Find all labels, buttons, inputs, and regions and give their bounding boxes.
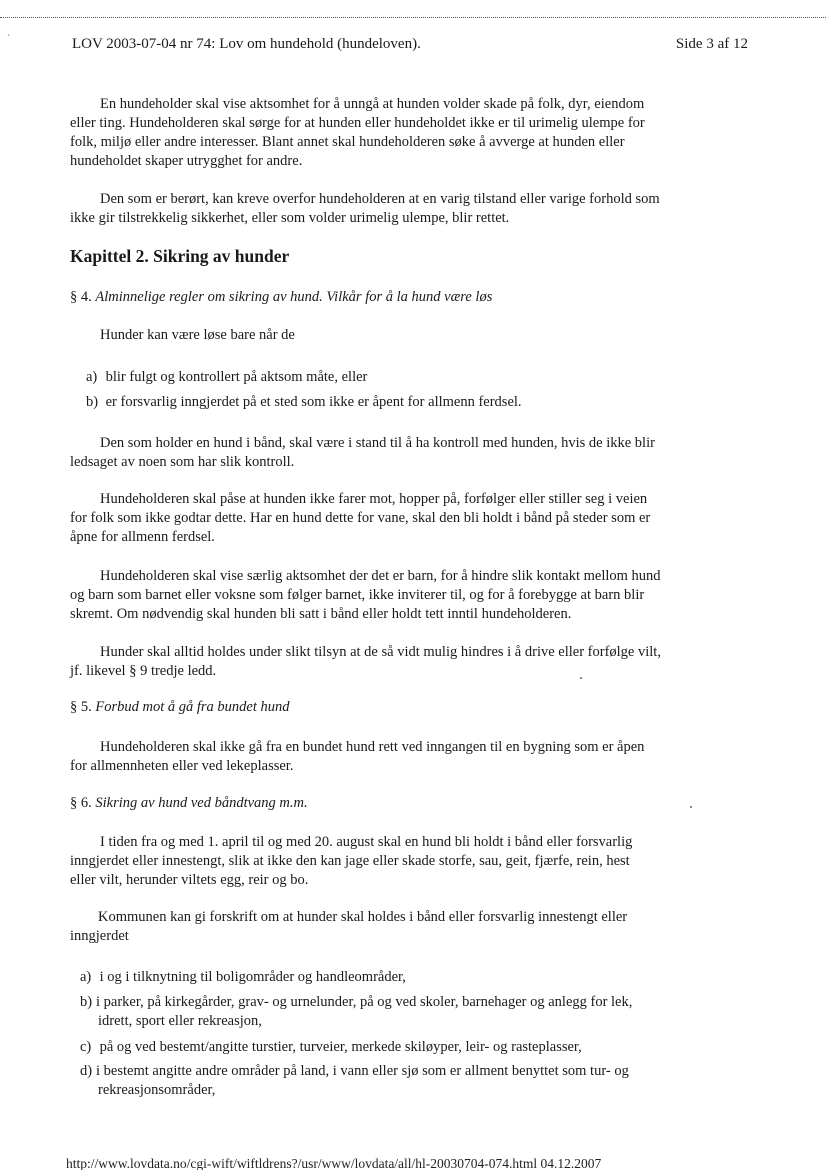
list-item: a) blir fulgt og kontrollert på aktsom måte, eller [86,369,368,385]
list-item: c) på og ved bestemt/angitte turstier, turveier, merkede skiløyper, leir- og rasteplasser, [80,1039,582,1055]
scan-speck [690,806,692,808]
section-4-paragraph-3: Hundeholderen skal vise særlig aktsomhet der det er barn, for å hindre slik kontakt mellom hund og barn som barnet eller voksne som følger barnet, ikke inviterer til, og for å forebygge at barn blir skremt. Om nødvendig skal hunden bli satt i bånd eller holdt tett inntil hundeholderen. [70,568,661,622]
section-number: § 6. [70,795,92,811]
section-4-lead: Hunder kan være løse bare når de [100,327,295,343]
list-item: a) i og i tilknytning til boligområder og handleområder, [80,969,406,985]
top-dotted-rule [0,17,826,18]
section-number: § 5. [70,699,92,715]
list-item: d) i bestemt angitte andre områder på land, i vann eller sjø som er allment benyttet som tur- og rekreasjonsområder, [80,1063,629,1098]
section-number: § 4. [70,289,92,305]
section-4-paragraph-1: Den som holder en hund i bånd, skal være i stand til å ha kontroll med hunden, hvis de ikke blir ledsaget av noen som har slik kontroll. [70,435,655,470]
section-6-paragraph-1: I tiden fra og med 1. april til og med 20. august skal en hund bli holdt i bånd eller forsvarlig inngjerdet eller innestengt, slik at ikke den kan jage eller skade storfe, sau, geit, fjærfe, rein, hest eller vilt, herunder viltets egg, reir og bo. [70,834,633,888]
intro-paragraph-1: En hundeholder skal vise aktsomhet for å unngå at hunden volder skade på folk, dyr, eiendom eller ting. Hundeholderen skal sørge for at hunden eller hundeholdet ikke er til urimelig ulempe for folk, miljø eller andre interesser. Blant annet skal hundeholderen søke å avverge at hunden eller hundeholdet skaper utrygghet for andre. [70,96,645,169]
page-number: Side 3 af 12 [675,36,748,52]
section-title: Alminnelige regler om sikring av hund. Vilkår for å la hund være løs [95,289,493,305]
section-title: Forbud mot å gå fra bundet hund [95,699,290,715]
list-item: b) i parker, på kirkegårder, grav- og urnelunder, på og ved skoler, barnehager og anlegg for lek, idrett, sport eller rekreasjon, [80,994,633,1029]
section-5-heading [70,699,290,716]
section-5-paragraph-1: Hundeholderen skal ikke gå fra en bundet hund rett ved inngangen til en bygning som er åpen for allmennheten eller ved lekeplasser. [70,739,645,774]
page-header [72,36,748,58]
page-footer-url: http://www.lovdata.no/cgi-wift/wiftldrens?/usr/www/lovdata/all/hl-20030704-074.html 04.12.2007 [66,1156,602,1170]
section-title: Sikring av hund ved båndtvang m.m. [95,795,308,811]
chapter-heading: Kapittel 2. Sikring av hunder [70,246,290,266]
section-4-paragraph-2: Hundeholderen skal påse at hunden ikke farer mot, hopper på, forfølger eller stiller seg i veien for folk som ikke godtar dette. Har en hund dette for vane, skal den bli holdt i bånd på steder som er åpne for allmenn ferdsel. [70,491,651,545]
list-item: b) er forsvarlig inngjerdet på et sted som ikke er åpent for allmenn ferdsel. [86,394,522,410]
scan-mark: ` [7,34,11,45]
intro-paragraph-2: Den som er berørt, kan kreve overfor hundeholderen at en varig tilstand eller varige forhold som ikke gir tilstrekkelig sikkerhet, eller som volder urimelig ulempe, blir rettet. [70,191,660,226]
section-6-heading [70,795,308,812]
section-4-paragraph-4: Hunder skal alltid holdes under slikt tilsyn at de så vidt mulig hindres i å drive eller forfølge vilt, jf. likevel § 9 tredje ledd. [70,644,661,679]
section-4-heading [70,289,492,306]
scan-speck [580,677,582,679]
section-6-paragraph-2: Kommunen kan gi forskrift om at hunder skal holdes i bånd eller forsvarlig innestengt eller inngjerdet [70,909,628,944]
document-title: LOV 2003-07-04 nr 74: Lov om hundehold (hundeloven). [72,36,421,52]
